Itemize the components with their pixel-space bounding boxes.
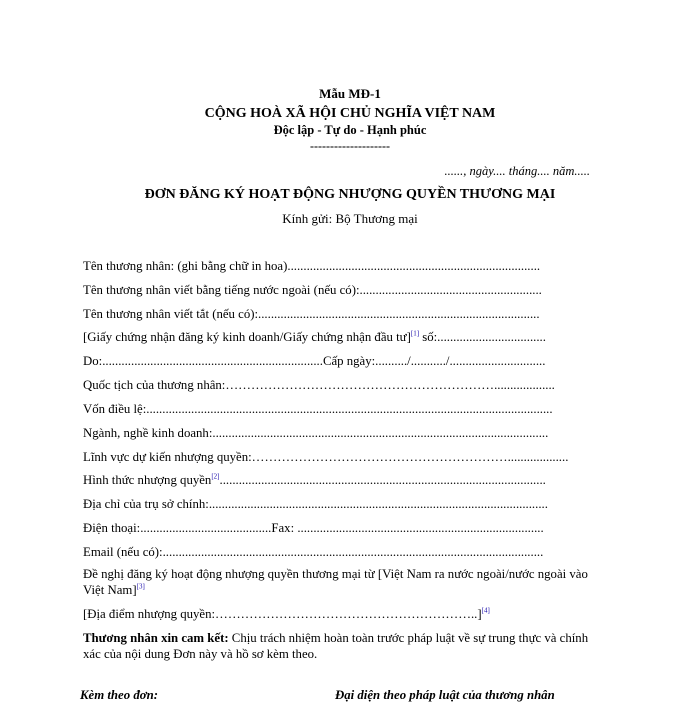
field-trader-name: Tên thương nhân: (ghi bằng chữ in hoa)............................................................................... [83, 259, 541, 273]
date-line: ......, ngày.... tháng.... năm..... [444, 164, 590, 178]
commitment-label: Thương nhân xin cam kết: [83, 631, 229, 645]
certificate-label: [Giấy chứng nhận đăng ký kinh doanh/Giấy chứng nhận đầu tư] [83, 330, 411, 344]
form-code: Mẫu MĐ-1 [319, 86, 381, 101]
request-text: Đề nghị đăng ký hoạt động nhượng quyền thương mại từ [Việt Nam ra nước ngoài/nước ngoài vào Việt Nam] [83, 567, 588, 597]
commitment-text: Chịu trách nhiệm hoàn toàn trước pháp luật về sự trung thực và chính xác của nội dung Đơn này và hồ sơ kèm theo. [83, 631, 589, 661]
header-separator: -------------------- [310, 139, 390, 153]
certificate-number: số:.................................. [419, 330, 546, 344]
franchise-form-dots: ...................................................................................................... [219, 473, 546, 487]
addressee: Kính gửi: Bộ Thương mại [282, 211, 418, 226]
location-text: [Địa điểm nhượng quyền:……………………………………………………..] [83, 607, 482, 621]
field-location [83, 606, 593, 622]
attachments-label: Kèm theo đơn: [80, 688, 158, 702]
field-business-line: Ngành, nghề kinh doanh:......................................................................................................... [83, 426, 549, 440]
field-issued-by: Do:.....................................................................Cấp ngày:........../.........../.............................. [83, 354, 546, 368]
national-title: CỘNG HOÀ XÃ HỘI CHỦ NGHĨA VIỆT NAM [204, 106, 496, 121]
commitment-paragraph [83, 630, 593, 662]
representative-label: Đại diện theo pháp luật của thương nhân [335, 688, 555, 702]
field-short-name: Tên thương nhân viết tắt (nếu có):........................................................................................ [83, 307, 540, 321]
franchise-form-label: Hình thức nhượng quyền [83, 473, 212, 487]
footnote-ref-1[interactable]: [1] [410, 329, 420, 338]
national-motto: Độc lập - Tự do - Hạnh phúc [273, 123, 427, 137]
field-nationality: Quốc tịch của thương nhân:………………………………………………………................... [83, 378, 555, 392]
field-email: Email (nếu có):....................................................................................................................... [83, 545, 544, 559]
field-foreign-name: Tên thương nhân viết bằng tiếng nước ngoài (nếu có):......................................................... [83, 283, 542, 297]
footnote-ref-4[interactable]: [4] [481, 606, 490, 615]
field-head-office: Địa chỉ của trụ sở chính:.......................................................................................................... [83, 497, 548, 511]
field-franchise-area: Lĩnh vực dự kiến nhượng quyền:……………………………………………………................... [83, 450, 569, 464]
document-title: ĐƠN ĐĂNG KÝ HOẠT ĐỘNG NHƯỢNG QUYỀN THƯƠNG MẠI [144, 187, 556, 202]
field-request [83, 566, 593, 598]
footnote-ref-3[interactable]: [3] [136, 582, 145, 591]
field-franchise-form [83, 472, 593, 488]
field-capital: Vốn điều lệ:............................................................................................................................... [83, 402, 553, 416]
field-phone-fax: Điện thoại:.........................................Fax: ............................................................................. [83, 521, 544, 535]
footnote-ref-2[interactable]: [2] [211, 472, 220, 481]
field-certificate [83, 329, 593, 345]
